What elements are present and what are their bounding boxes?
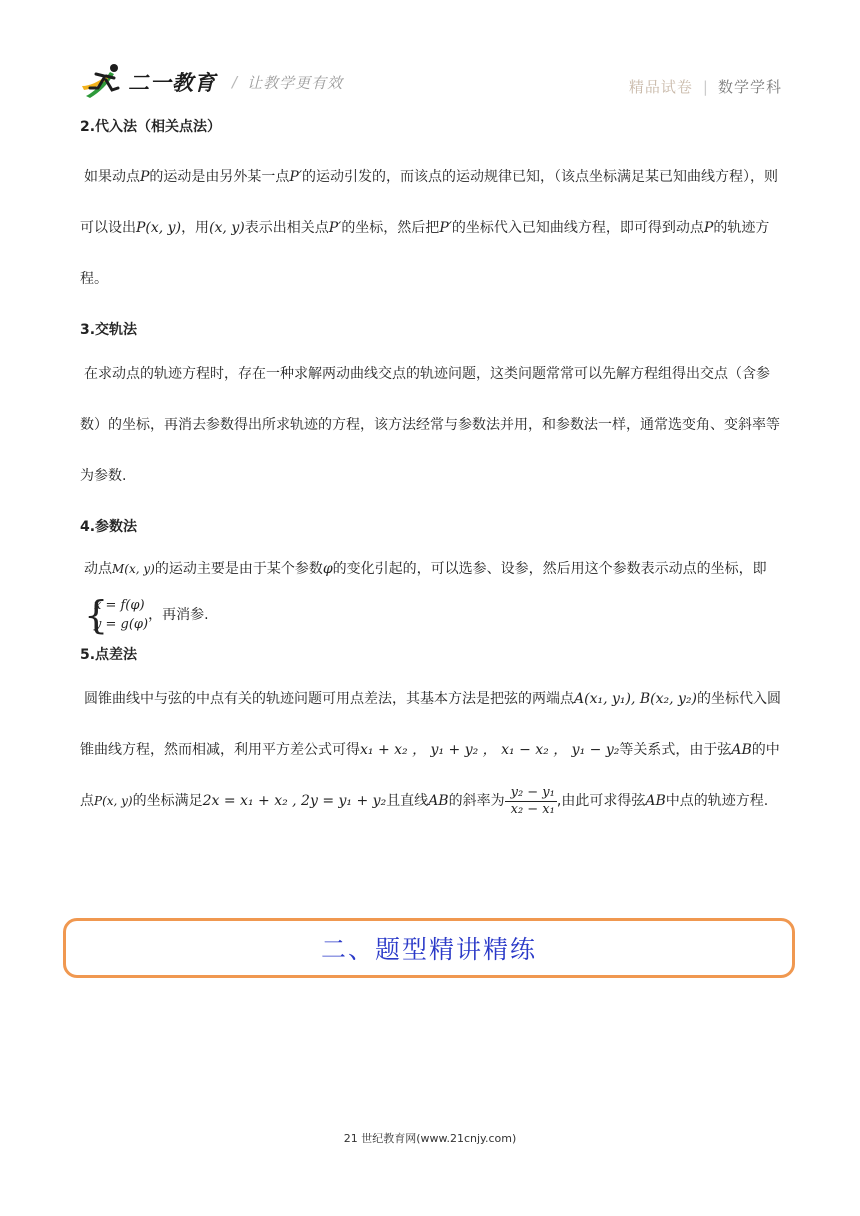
math-p-xy: P(x, y) — [94, 794, 133, 808]
text: 的运动主要是由于某个参数 — [154, 561, 323, 577]
equation-system — [80, 593, 149, 637]
math-p-prime: P′ — [328, 220, 342, 236]
text: ，再消参. — [148, 607, 209, 623]
heading-intersection-method: 3.交轨法 — [80, 322, 138, 338]
section-banner — [63, 918, 795, 978]
system-line-2: y = g(φ) — [94, 617, 149, 632]
page-footer: 21 世纪教育网(www.21cnjy.com) — [343, 1132, 517, 1145]
system-line-1: x = f(φ) — [94, 598, 145, 613]
heading-parameter-method: 4.参数法 — [80, 519, 138, 535]
tag-subject: 数学学科 — [717, 78, 782, 96]
math-relations: x₁ + x₂ ， y₁ + y₂ ， x₁ − x₂ ， y₁ − y₂ — [360, 742, 620, 758]
logo-text: 二一教育 — [128, 71, 216, 95]
text: 且直线 — [386, 793, 429, 809]
math-p-xy: P(x, y) — [136, 220, 182, 236]
math-p: P — [140, 169, 150, 185]
math-p-prime: P′ — [439, 220, 452, 236]
text: 的坐标代入已知曲线方程，即可得到动点 — [451, 220, 704, 236]
logo — [80, 62, 343, 102]
running-man-icon — [80, 62, 126, 102]
text: ，用 — [181, 220, 210, 236]
heading-substitution-method: 2.代入法（相关点法） — [80, 119, 222, 135]
text: 动点 — [84, 561, 112, 577]
math-p-prime: P′ — [289, 169, 303, 185]
paragraph-parameter-method — [80, 546, 784, 638]
tag-separator: | — [702, 77, 708, 96]
text: 的坐标，然后把 — [341, 220, 440, 236]
text: 的坐标满足 — [132, 793, 203, 809]
text: 的坐标代入圆锥曲线方程，然而相减，利用平方差公式可得 — [80, 691, 782, 758]
paragraph-intersection-method: 在求动点的轨迹方程时，存在一种求解两动曲线交点的轨迹问题，这类问题常常可以先解方程组得出交点（含参数）的坐标，再消去参数得出所求轨迹的方程，该方法经常与参数法并用，和参数法一样，通常选变角、变斜率等为参数. — [80, 366, 780, 484]
text: 的中点 — [80, 742, 780, 809]
math-phi: φ — [322, 561, 333, 577]
text: 的运动是由另外某一点 — [149, 169, 290, 185]
text: 圆锥曲线中与弦的中点有关的轨迹问题可用点差法，其基本方法是把弦的两端点 — [84, 691, 574, 707]
math-xy: (x, y) — [209, 220, 245, 236]
fraction-numerator: y₂ − y₁ — [505, 785, 557, 802]
math-ab: AB — [731, 742, 752, 758]
text: 的轨迹方程。 — [80, 220, 770, 287]
math-m-xy: M(x, y) — [112, 562, 155, 576]
text: 如果动点 — [84, 169, 140, 185]
text: 的斜率为 — [448, 793, 505, 809]
page-header — [80, 62, 782, 106]
header-tags — [629, 76, 782, 97]
document-body — [80, 116, 784, 827]
text: 等关系式，由于弦 — [619, 742, 732, 758]
paragraph-substitution-method — [80, 152, 784, 305]
text: 的变化引起的，可以选参、设参，然后用这个参数表示动点的坐标，即 — [332, 561, 767, 577]
math-ab: AB — [428, 793, 449, 809]
text: 的运动引发的，而该点的运动规律已知，（该点坐标满足某已知曲线方程），则可以设出 — [80, 169, 779, 236]
slogan: 让教学更有效 — [247, 73, 344, 92]
paragraph-point-difference-method — [80, 674, 784, 827]
math-p: P — [703, 220, 714, 236]
math-midpoint-equations: 2x = x₁ + x₂ , 2y = y₁ + y₂ — [202, 793, 387, 809]
banner-title: 二、题型精讲精练 — [320, 935, 537, 964]
math-ab-points: A(x₁, y₁), B(x₂, y₂) — [574, 691, 698, 707]
text: ,由此可求得弦 — [556, 793, 646, 809]
tag-premium: 精品试卷 — [628, 78, 693, 96]
heading-point-difference-method: 5.点差法 — [80, 647, 138, 663]
brace: { — [84, 593, 109, 637]
slogan-slash: / — [232, 73, 238, 91]
math-ab: AB — [645, 793, 666, 809]
fraction-denominator: x₂ − x₁ — [510, 801, 555, 817]
slope-fraction — [505, 785, 557, 818]
text: 表示出相关点 — [244, 220, 329, 236]
text: 中点的轨迹方程. — [665, 793, 769, 809]
